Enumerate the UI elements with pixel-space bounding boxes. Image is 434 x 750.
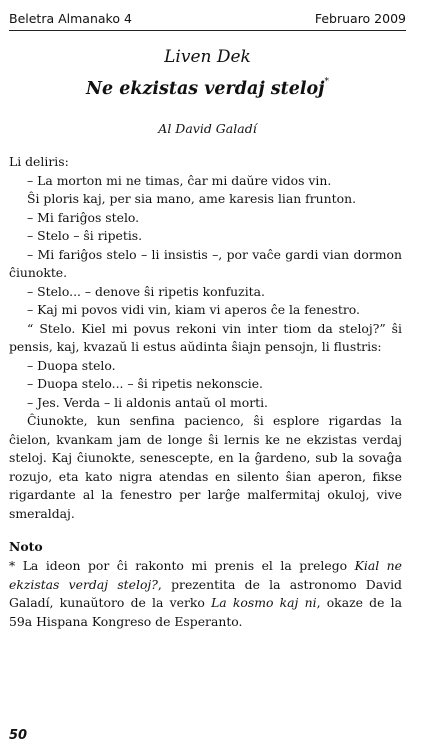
story-paragraph: – Duopa stelo... – ŝi ripetis nekonscie.: [27, 376, 263, 391]
story-paragraph: Li deliris:: [9, 154, 69, 169]
note-heading: Noto: [9, 539, 43, 554]
lecture-title: Kial ne ekzistas verdaj steloj?: [9, 557, 402, 592]
story-paragraph: “ Stelo. Kiel mi povus rekoni vin inter tiom da steloj?” ŝi pensis, kaj, kvazaŭ li estus aŭdinta ŝiajn pensojn, li flustris:: [9, 320, 402, 354]
header-date: Februaro 2009: [314, 11, 406, 26]
page-number: 50: [9, 728, 28, 743]
story-paragraph: – Kaj mi povos vidi vin, kiam vi aperos ĉe la fenestro.: [27, 302, 360, 317]
note-marker: *: [9, 557, 16, 573]
story-paragraph: – Stelo – ŝi ripetis.: [27, 228, 143, 243]
story-paragraph: – Jes. Verda – li aldonis antaŭ ol morti.: [27, 394, 268, 410]
story-paragraph: – Mi fariĝos stelo – li insistis –, por vaĉe gardi vian dormon ĉiunokte.: [9, 246, 402, 280]
footnote-section: [9, 538, 402, 632]
story-paragraph: – La morton mi ne timas, ĉar mi daŭre vidos vin.: [27, 172, 332, 188]
story-paragraph: – Duopa stelo.: [27, 357, 116, 373]
note-text-2: , prezentita de la astronomo David Galadí, kunaŭtoro de la verko: [9, 576, 402, 611]
dedication: Al David Galadí: [158, 121, 257, 136]
note-text-1: La ideon por ĉi rakonto mi prenis el la prelego: [15, 557, 355, 573]
article-title: Ne ekzistas verdaj steloj: [85, 79, 325, 99]
story-paragraph: – Stelo... – denove ŝi ripetis konfuzita.: [27, 283, 265, 299]
story-paragraph: Ĉiunokte, kun senfina pacienco, ŝi esplore rigardas la ĉielon, kvankam jam de longe ŝi lernis ke ne ekzistas verdaj steloj. Kaj ĉiunokte, senescepte, en la ĝardeno, sub la sovaĝa rozujo, eta kato nigra atendas en silento ŝian aperon, fikse rigardante al la fenestro per larĝe malfermitaj okuloj, vive smeraldaj.: [9, 413, 402, 521]
story-paragraph: Ŝi ploris kaj, per sia mano, ame karesis lian frunton.: [27, 191, 357, 206]
article-author: Liven Dek: [164, 47, 251, 67]
story-paragraph: – Mi fariĝos stelo.: [27, 209, 140, 225]
story-body: [9, 153, 402, 523]
note-text-3: , okaze de la 59a Hispana Kongreso de Esperanto.: [9, 595, 402, 630]
header-divider: [9, 30, 406, 31]
book-title: La kosmo kaj ni: [211, 595, 317, 611]
footnote-marker: *: [324, 77, 330, 88]
article-title-line: [9, 79, 406, 99]
note-body: [9, 557, 402, 632]
header-publication: Beletra Almanako 4: [9, 11, 132, 26]
